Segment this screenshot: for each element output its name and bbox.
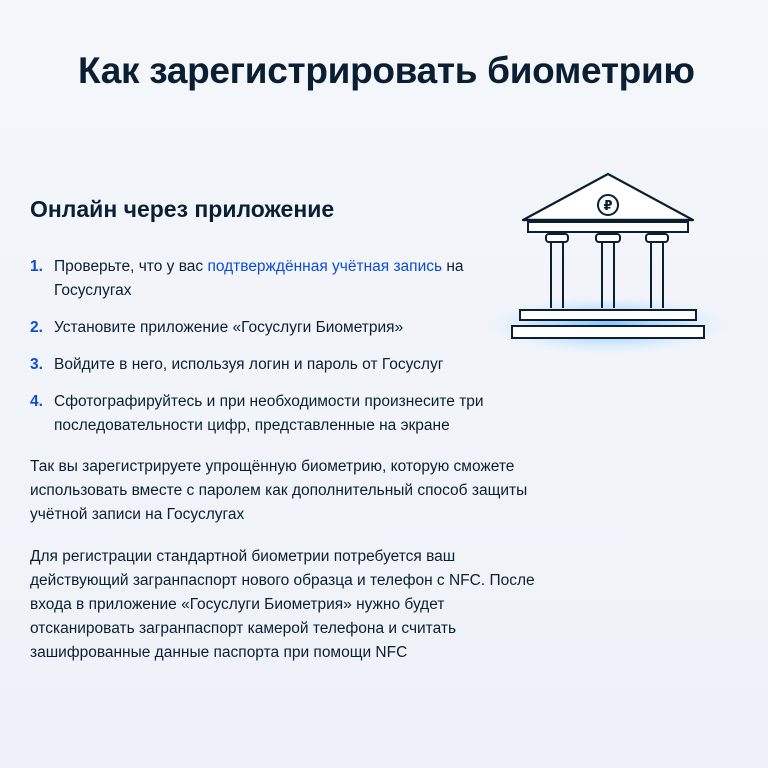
step-number: 4. [30,393,43,410]
ruble-symbol: ₽ [603,199,613,214]
confirmed-account-link[interactable]: подтверждённая учётная запись [207,258,443,275]
step-text: Установите приложение «Госуслуги Биометрия» [54,319,404,336]
base-step-bottom [512,326,704,338]
step-text: Сфотографируйтесь и при необходимости произнесите три последовательности цифр, представленные на экране [54,393,484,434]
step-text-after: на Госуслугах [54,258,464,299]
step-number: 2. [30,319,43,336]
step-item [30,353,540,377]
page-title: Как зарегистрировать биометрию [78,50,695,91]
step-item [30,390,540,438]
steps-list [30,255,540,451]
step-item [30,316,540,340]
step-text: Войдите в него, используя логин и пароль от Госуслуг [54,356,444,373]
entablature [528,222,688,232]
step-text-before: Проверьте, что у вас [54,258,208,275]
step-item [30,255,540,303]
standard-biometry-paragraph: Для регистрации стандартной биометрии потребуется ваш действующий загранпаспорт нового образца и телефон с NFC. После входа в приложение «Госуслуги Биометрия» нужно будет отсканировать загранпаспорт камерой телефона и считать зашифрованные данные паспорта при помощи NFC [30,548,535,661]
step-text [54,255,540,303]
step-number: 3. [30,356,43,373]
bank-building-icon [488,160,738,360]
base-step-top [520,310,696,320]
simplified-biometry-paragraph: Так вы зарегистрируете упрощённую биометрию, которую сможете использовать вместе с паролем как дополнительный способ защиты учётной записи на Госуслугах [30,458,528,523]
section-title: Онлайн через приложение [30,196,335,222]
step-number: 1. [30,258,43,275]
